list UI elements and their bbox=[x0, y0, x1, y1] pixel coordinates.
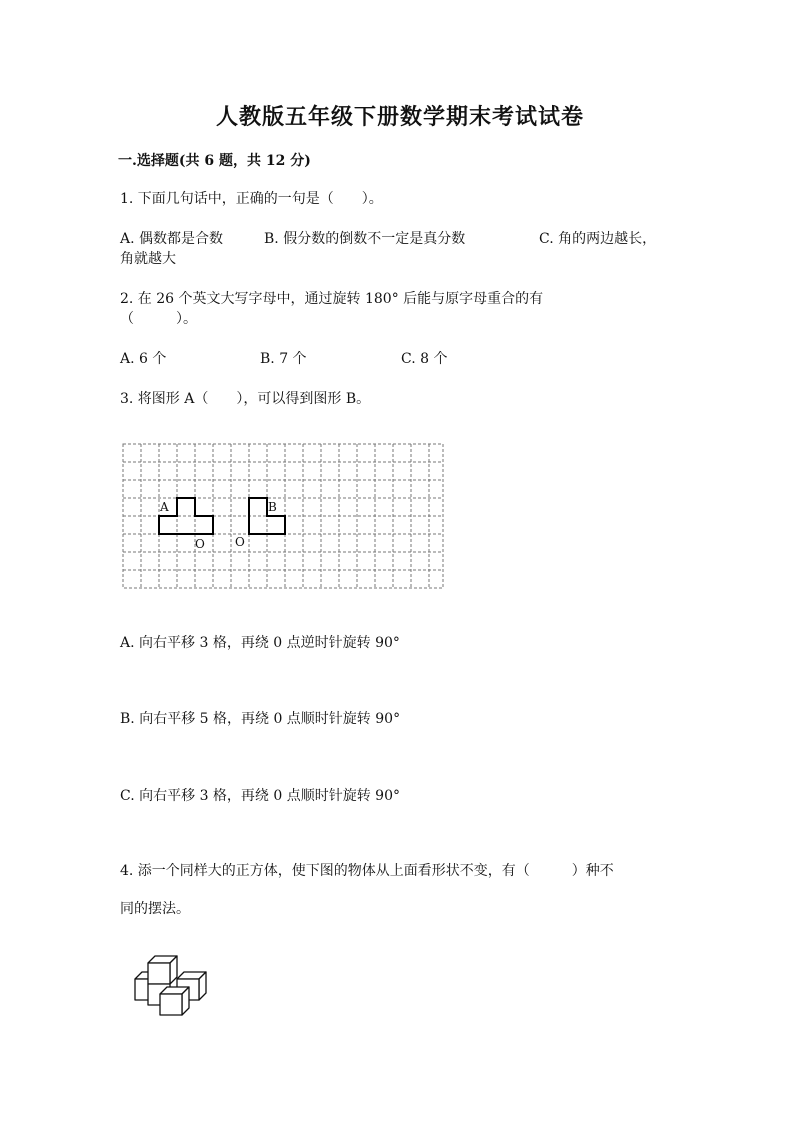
cube-front bbox=[160, 987, 189, 1015]
cube-top bbox=[148, 956, 177, 984]
question-1-option-c: C. 角的两边越长， bbox=[539, 231, 657, 247]
question-2-option-a: A. 6 个 bbox=[120, 351, 167, 367]
question-3-option-c: C. 向右平移 3 格，再绕 0 点顺时针旋转 90° bbox=[120, 788, 400, 804]
question-1-stem: 1. 下面几句话中，正确的一句是（ ）。 bbox=[120, 191, 383, 207]
question-3-stem: 3. 将图形 A（ ），可以得到图形 B。 bbox=[120, 391, 371, 407]
section-heading: 一.选择题(共 6 题，共 12 分) bbox=[118, 153, 311, 169]
label-a: A bbox=[160, 500, 169, 514]
question-3-option-a: A. 向右平移 3 格，再绕 0 点逆时针旋转 90° bbox=[120, 635, 400, 651]
question-2-option-c: C. 8 个 bbox=[401, 351, 448, 367]
question-1-option-c-cont: 角就越大 bbox=[120, 251, 176, 267]
question-4-stem-line1: 4. 添一个同样大的正方体，使下图的物体从上面看形状不变，有（ ）种不 bbox=[120, 863, 614, 879]
page-title: 人教版五年级下册数学期末考试试卷 bbox=[215, 104, 584, 130]
question-2-stem-line1: 2. 在 26 个英文大写字母中，通过旋转 180° 后能与原字母重合的有 bbox=[120, 291, 544, 307]
label-b: B bbox=[268, 500, 277, 514]
grid-figure bbox=[122, 443, 446, 590]
cube-figure bbox=[120, 952, 212, 1024]
question-3-option-b: B. 向右平移 5 格，再绕 0 点顺时针旋转 90° bbox=[120, 711, 401, 727]
label-o-1: O bbox=[195, 537, 205, 551]
question-2-option-b: B. 7 个 bbox=[260, 351, 307, 367]
question-1-option-a: A. 偶数都是合数 bbox=[120, 231, 224, 247]
question-4-stem-line2: 同的摆法。 bbox=[120, 901, 190, 917]
label-o-2: O bbox=[235, 535, 245, 549]
question-2-stem-line2: （ ）。 bbox=[120, 311, 197, 327]
question-1-option-b: B. 假分数的倒数不一定是真分数 bbox=[264, 231, 466, 247]
